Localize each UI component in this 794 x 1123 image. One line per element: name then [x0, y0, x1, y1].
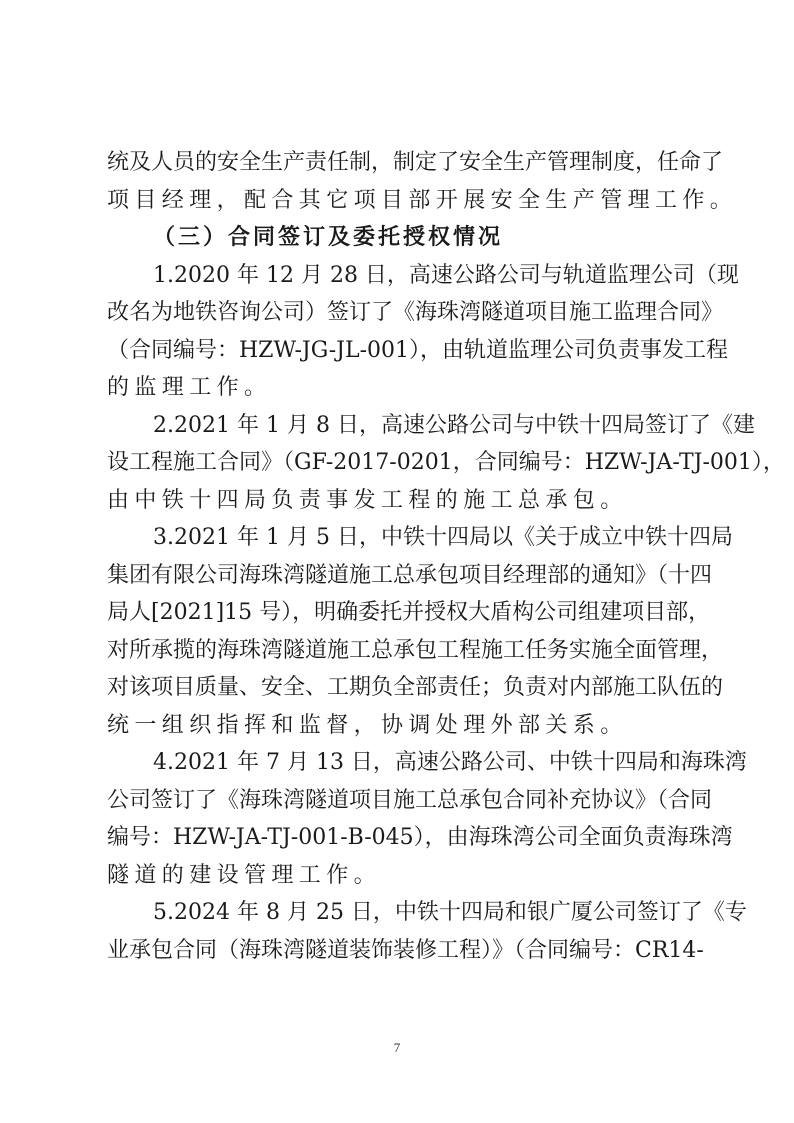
paragraph-line: （合同编号：HZW-JG-JL-001），由轨道监理公司负责事发工程 [107, 337, 729, 363]
paragraph-line: 业承包合同（海珠湾隧道装饰装修工程）》（合同编号：CR14- [107, 937, 704, 963]
paragraph-line: 公司签订了《海珠湾隧道项目施工总承包合同补充协议》（合同 [107, 787, 713, 813]
paragraph-line: 项目经理，配合其它项目部开展安全生产管理工作。 [107, 187, 738, 213]
paragraph-line: 编号：HZW-JA-TJ-001-B-045），由海珠湾公司全面负责海珠湾 [107, 825, 733, 850]
paragraph-line: 4.2021 年 7 月 13 日，高速公路公司、中铁十四局和海珠湾 [153, 750, 747, 775]
paragraph-line: 隧道的建设管理工作。 [107, 862, 382, 888]
paragraph-line: 的监理工作。 [107, 375, 272, 400]
paragraph-line: 1.2020 年 12 月 28 日，高速公路公司与轨道监理公司（现 [153, 262, 739, 288]
item-4 [107, 744, 747, 894]
page-number: 7 [393, 1040, 401, 1055]
paragraph-line: 3.2021 年 1 月 5 日，中铁十四局以《关于成立中铁十四局 [153, 525, 733, 550]
paragraph-line: 统一组织指挥和监督，协调处理外部关系。 [107, 712, 628, 738]
paragraph-line: 2.2021 年 1 月 8 日，高速公路公司与中铁十四局签订了《建 [153, 412, 755, 438]
paragraph-line: 改名为地铁咨询公司）签订了《海珠湾隧道项目施工监理合同》 [107, 300, 724, 325]
item-3 [107, 519, 733, 744]
paragraph-line: 统及人员的安全生产责任制，制定了安全生产管理制度，任命了 [107, 150, 724, 175]
paragraph-line: 设工程施工合同》（GF-2017-0201，合同编号：HZW-JA-TJ-001）， [107, 450, 785, 475]
paragraph-line: 集团有限公司海珠湾隧道施工总承包项目经理部的通知》（十四 [107, 562, 713, 588]
paragraph-line: 5.2024 年 8 月 25 日，中铁十四局和银广厦公司签订了《专 [153, 900, 747, 925]
paragraph-line: 局人[2021]15 号），明确委托并授权大盾构公司组建项目部， [107, 600, 711, 625]
item-1 [107, 257, 739, 407]
section-heading: （三）合同签订及委托授权情况 [153, 225, 504, 250]
continuation-paragraph [107, 144, 738, 219]
paragraph-line: 对该项目质量、安全、工期负全部责任；负责对内部施工队伍的 [107, 675, 724, 700]
paragraph-line: 对所承揽的海珠湾隧道施工总承包工程施工任务实施全面管理， [107, 637, 724, 663]
item-2 [107, 407, 785, 520]
item-5 [107, 894, 747, 969]
document-page [107, 144, 785, 969]
paragraph-line: 由中铁十四局负责事发工程的施工总承包。 [107, 487, 628, 513]
